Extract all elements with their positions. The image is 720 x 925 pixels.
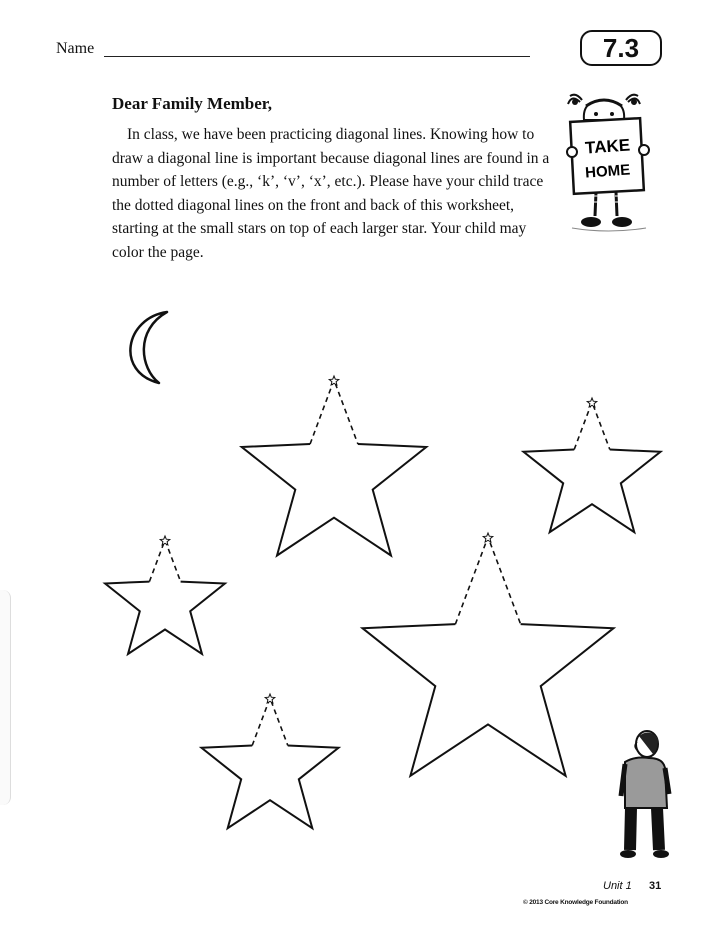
star-solid-outline: [202, 746, 339, 829]
letter-greeting: Dear Family Member,: [112, 94, 273, 113]
sign-line-2: HOME: [584, 161, 631, 182]
start-small-star-icon: [329, 376, 339, 385]
footer-unit: Unit 1: [603, 880, 632, 892]
footer-copyright: © 2013 Core Knowledge Foundation: [523, 899, 628, 906]
star-outline-icon: [105, 536, 225, 654]
name-label: Name: [56, 40, 95, 57]
star-dotted-tracing-line[interactable]: [310, 380, 358, 444]
star-solid-outline: [363, 624, 614, 776]
sign-line-1: TAKE: [584, 135, 631, 158]
star-solid-outline: [242, 444, 427, 556]
star-dotted-tracing-line[interactable]: [574, 402, 610, 450]
start-small-star-icon: [483, 533, 493, 542]
boy-looking-up-icon: [615, 728, 675, 863]
start-small-star-icon: [160, 536, 170, 545]
start-small-star-icon: [587, 398, 597, 407]
star-outline-icon: [524, 398, 661, 532]
star-outline-icon: [363, 533, 614, 776]
start-small-star-icon: [265, 694, 275, 703]
star-solid-outline: [105, 582, 225, 654]
star-outline-icon: [202, 694, 339, 828]
star-solid-outline: [524, 450, 661, 533]
star-dotted-tracing-line[interactable]: [149, 540, 180, 582]
star-outline-icon: [242, 376, 427, 556]
letter-body: In class, we have been practicing diagonal lines. Knowing how to draw a diagonal line is important because diagonal lines are found in a number of letters (e.g., ‘k’, ‘v’, ‘x’, etc.). Please have your child trace the dotted diagonal lines on the front and back of this worksheet, starting at the small stars on top of each larger star. Your child may color the page.: [112, 126, 550, 261]
footer-page-number: 31: [649, 880, 662, 892]
crescent-moon-icon: [130, 312, 167, 383]
worksheet-number-badge: 7.3: [580, 30, 662, 66]
star-dotted-tracing-line[interactable]: [455, 537, 520, 624]
star-dotted-tracing-line[interactable]: [252, 698, 288, 746]
